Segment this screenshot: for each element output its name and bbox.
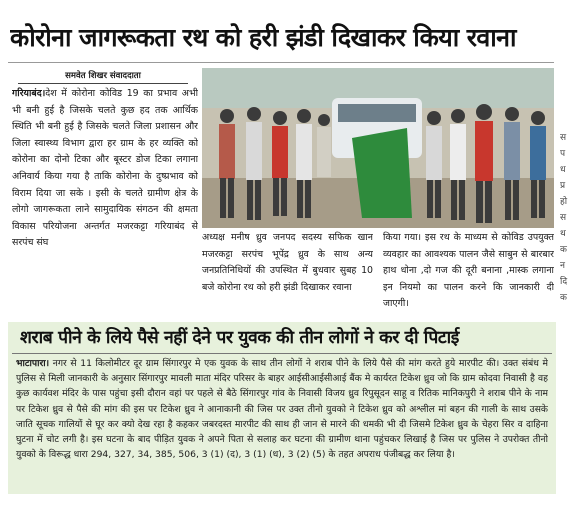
sidebar-char: स	[560, 213, 567, 223]
story1-headline: कोरोना जागरूकता रथ को हरी झंडी दिखाकर किया रवाना	[10, 23, 516, 52]
adjacent-column-fragment	[560, 130, 572, 310]
sidebar-char: क	[560, 293, 567, 303]
story1-dateline: गरियाबंद।	[12, 88, 46, 99]
sidebar-char: दि	[560, 277, 568, 287]
sidebar-char: हो	[560, 197, 568, 207]
story1-photo	[202, 68, 554, 228]
story2-box	[8, 322, 556, 494]
headline-divider	[8, 62, 554, 63]
story1-byline: समवेत शिखर संवाददाता	[65, 71, 141, 81]
sidebar-char: प	[560, 149, 566, 159]
sidebar-char: न	[560, 261, 565, 271]
sidebar-char: प्र	[560, 181, 566, 191]
story2-headline: शराब पीने के लिये पैसे नहीं देने पर युवक की तीन लोगों ने कर दी पिटाई	[20, 328, 459, 348]
story1-columns-under-photo	[202, 230, 554, 310]
green-flag-shape	[352, 128, 412, 218]
story2-body	[16, 356, 548, 494]
story1-text-left: देश में कोरोना कोविड 19 का प्रभाव अभी भी बनी हुई है जिसके चलते कुछ हद तक आर्थिक स्थिति भी बनी हुई है जिसके चलते जिला प्रशासन और जिला स्वास्थ्य विभाग द्वारा हर ग्राम के हर व्यक्ति को कोरोना का दोनो टिका और बूस्टर डोज टिका लगाना अनिवार्य किया गया है ताकि कोरोना के दुष्प्रभाव को विराम दिया जा सके । इसी के चलते ग्रामीण क्षेत्र के लोगो जागरूकता लाने सामुदायिक संगठन की क्षमता विकास परियोजना अन्तर्गत मजरकट्टा गरियाबंद से सरपंच संघ	[12, 88, 198, 249]
sidebar-char: थ	[560, 229, 566, 239]
sidebar-char: स	[560, 133, 567, 143]
story2-text: नगर से 11 किलोमीटर दूर ग्राम सिंगारपुर मे एक युवक के साथ तीन लोगों ने शराब पीने के लिये पैसे की मांग करते हुये मारपीट की। उक्त संबंध मे पुलिस से मिली जानकारी के अनुसार सिंगारपुर मावली माता मंदिर परिसर के बाहर आईसीआईसीआई बैंक मे कार्यरत टिकेश ध्रुव जो कि ग्राम कोदवा निवासी है वह कुछ कार्यवश मंदिर के पास पहुंचा इसी दौरान वहां पर पहले से बैठे सिंगारपुर गांव के निवासी विजय ध्रुव रिपुसूदन साहू व रितिक मानिकपुरी ने शराब पीने के नाम पर टिकेश ध्रुव से पैसे की मांग की इस पर टिकेश ध्रुव ने आनाकानी की जिस पर उक्त तीनो युवको ने टिकेश ध्रुव को अश्लील मां बहन की गाली के साथ उसके जाति सूचक गालियों से घूर कर क्यो देख रहा है कहकर जबरदस्त मारपीट की साथ ही जान से मारने की धमकी भी दी जिसमे टिकेश ध्रुव के चेहरा सिर व दाहिना घुटना में चोट लगी है। इस घटना के बाद पीड़ित युवक ने अपने पिता से सलाह कर घटना की ग्रामीण थाना पहुंचकर लिखाई है जिस पर पुलिस ने उपरोक्त तीनो युवको के विरूद्ध धारा 294, 327, 34, 385, 506, 3 (1) (द), 3 (1) (ध), 3 (2) (5) के तहत अपराध पंजीबद्ध कर लिया है।	[16, 358, 548, 461]
story1-column-left	[12, 86, 198, 308]
story1-text-middle: अध्यक्ष मनीष ध्रुव जनपद सदस्य सफिक खान मजरकट्टा सरपंच भूपेंद्र ध्रुव के साथ अन्य जनप्रतिनिधियों की उपस्थित में बुधवार सुबह 10 बजे कोरोना रथ को हरी झंडी दिखाकर रवाना	[202, 232, 373, 293]
sidebar-char: क	[560, 245, 567, 255]
byline-divider	[18, 83, 188, 84]
story1-text-right: किया गया। इस रथ के माध्यम से कोविड उपयुक्त व्यवहार का आवश्यक पालन जैसे साबुन से बारबार हाथ धोना ,दो गज की दूरी बनाना ,मास्क लगाना इन नियमो का पालन करने कि जानकारी दी जाएगी।	[383, 232, 554, 310]
story2-divider	[12, 353, 552, 354]
sidebar-char: ध	[560, 165, 566, 175]
flag-off-photo-illustration	[202, 68, 554, 228]
story2-dateline: भाटापारा।	[16, 358, 50, 369]
